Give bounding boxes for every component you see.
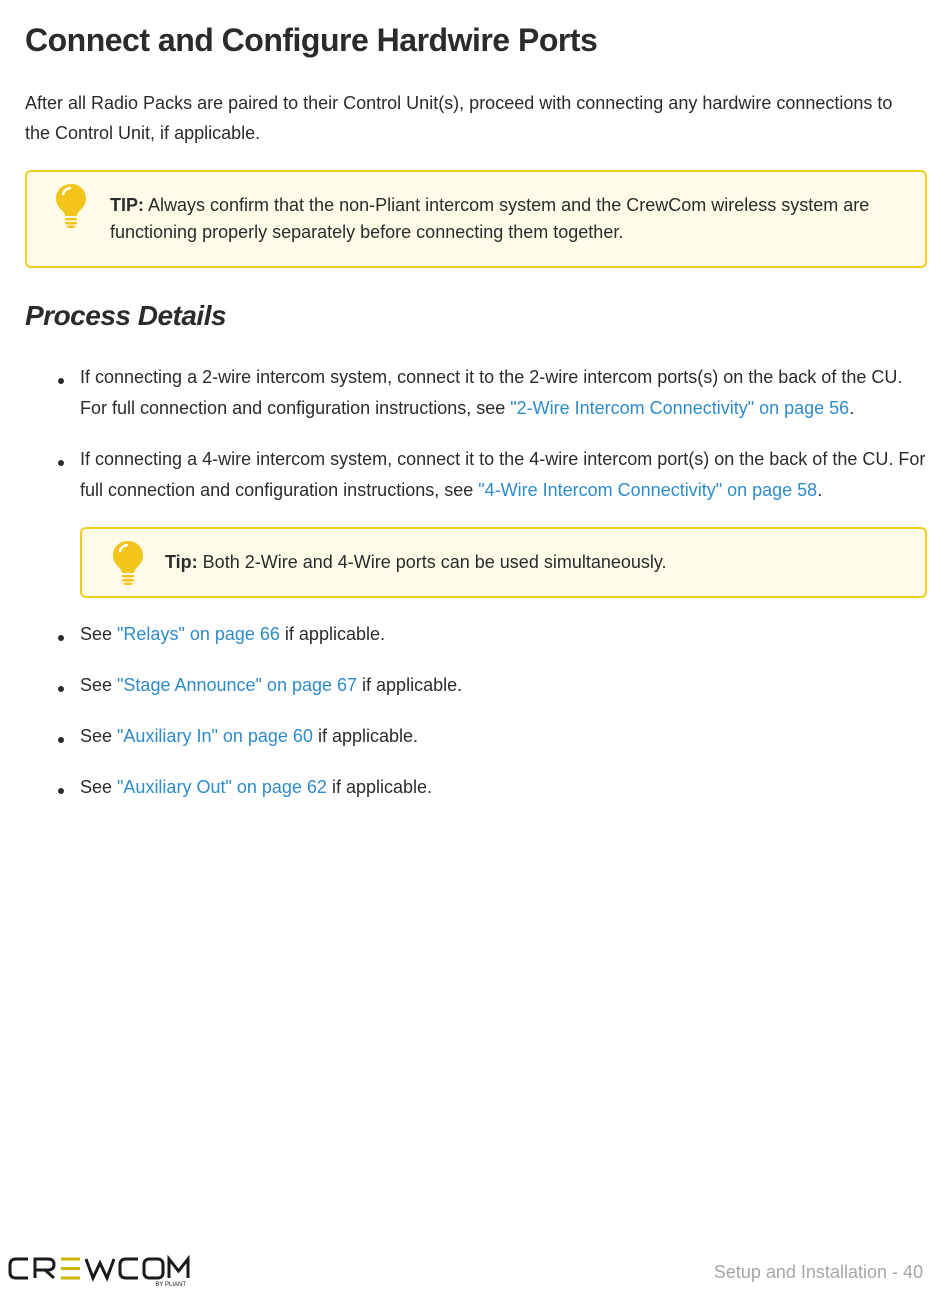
bullet-marker [58,686,64,692]
lightbulb-icon [111,539,145,585]
crewcom-logo [8,1255,193,1287]
list-item: If connecting a 2-wire intercom system, connect it to the 2-wire intercom ports(s) on the back of the CU. For full connection and configuration instructions, see "2-Wire Intercom Connectivity" on page 56. [80,367,903,418]
svg-text:BY PLIANT: BY PLIANT [155,1282,186,1287]
link-stage-announce[interactable]: "Stage Announce" on page 67 [117,675,358,695]
lightbulb-icon [54,182,88,228]
page-footer-label: Setup and Installation - 40 [713,1262,923,1282]
tip-text [165,549,885,576]
link-auxiliary-out[interactable]: "Auxiliary Out" on page 62 [117,777,327,797]
tip-body: Always confirm that the non-Pliant intercom system and the CrewCom wireless system are functioning properly separately before connecting them together. [110,195,870,242]
intro-paragraph: After all Radio Packs are paired to their Control Unit(s), proceed with connecting any hardwire connections to the Control Unit, if applicable. [25,93,893,143]
tip-label: Tip: [165,552,198,572]
list-item: See "Stage Announce" on page 67 if applicable. [80,675,463,695]
tip-text [110,192,900,246]
section-title: Process Details [25,300,227,331]
tip-label: TIP: [110,195,144,215]
bullet-marker [58,788,64,794]
tip-callout [25,170,927,268]
bullet-marker [58,460,64,466]
bullet-marker [58,378,64,384]
list-item: If connecting a 4-wire intercom system, connect it to the 4-wire intercom port(s) on the back of the CU. For full connection and configuration instructions, see "4-Wire Intercom Connectivity" on page 58. [80,449,926,500]
bullet-marker [58,635,64,641]
link-2-wire-intercom[interactable]: "2-Wire Intercom Connectivity" on page 56 [510,398,850,418]
link-4-wire-intercom[interactable]: "4-Wire Intercom Connectivity" on page 58 [478,480,818,500]
list-item: See "Auxiliary In" on page 60 if applicable. [80,726,419,746]
tip-callout-simultaneous [80,527,927,598]
page-title: Connect and Configure Hardwire Ports [25,22,598,58]
bullet-marker [58,737,64,743]
list-item: See "Auxiliary Out" on page 62 if applicable. [80,777,433,797]
link-relays[interactable]: "Relays" on page 66 [117,624,280,644]
list-item: See "Relays" on page 66 if applicable. [80,624,385,644]
tip-body: Both 2-Wire and 4-Wire ports can be used simultaneously. [197,552,667,572]
link-auxiliary-in[interactable]: "Auxiliary In" on page 60 [117,726,313,746]
